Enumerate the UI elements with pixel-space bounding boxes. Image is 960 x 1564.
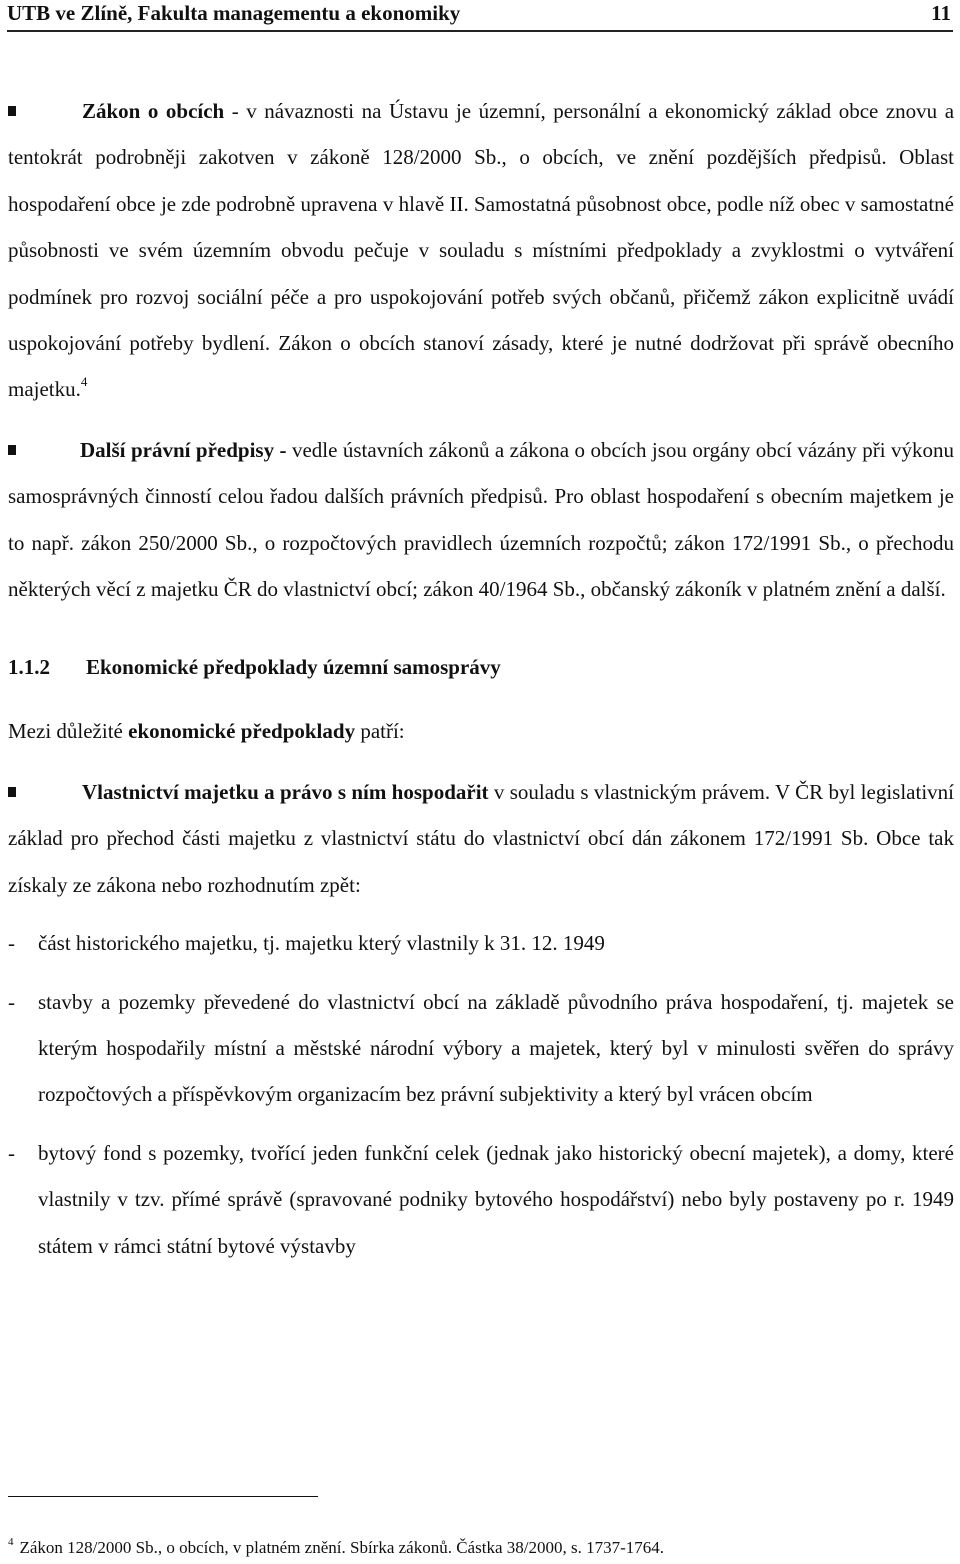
dash-marker: - [8, 1140, 15, 1165]
list-item-text: bytový fond s pozemky, tvořící jeden funkční celek (jednak jako historický obecní majetek), a domy, které vlastnily v tzv. přímé správě (spravované podniky bytového hospodářství) nebo byly postaveny po r. 1949 státem v rámci státní bytové výstavby [38, 1140, 954, 1258]
paragraph-text: v souladu s vlastnickým právem. V ČR byl legislativní základ pro přechod části majetku z vlastnictví státu do vlastnictví obcí dán zákonem 172/1991 Sb. Obce tak získaly ze zákona nebo rozhodnutím zpět: [8, 779, 954, 897]
list-item [8, 920, 954, 966]
paragraph-text: vedle ústavních zákonů a zákona o obcích jsou orgány obcí vázány při výkonu samosprávných činností celou řadou dalších právních předpisů. Pro oblast hospodaření s obecním majetkem je to např. zákon 250/2000 Sb., o rozpočtových pravidlech územních rozpočtů; zákon 172/1991 Sb., o přechodu některých věcí z majetku ČR do vlastnictví obcí; zákon 40/1964 Sb., občanský zákoník v platném znění a další. [8, 437, 955, 602]
paragraph-vlastnictvi-majetku [8, 769, 954, 908]
heading-title: Ekonomické předpoklady územní samosprávy [86, 655, 501, 680]
list-item [8, 1130, 954, 1269]
bold-term: Vlastnictví majetku a právo s ním hospodařit [82, 779, 489, 804]
paragraph-zakon-o-obcich [8, 88, 954, 413]
paragraph-dalsi-pravni-predpisy [8, 427, 954, 613]
footnote-text: Zákon 128/2000 Sb., o obcích, v platném znění. Sbírka zákonů. Částka 38/2000, s. 1737-1764. [19, 1538, 664, 1557]
dash-marker: - [8, 931, 15, 956]
intro-prefix: Mezi důležité [8, 719, 129, 744]
list-item-text: stavby a pozemky převedené do vlastnictví obcí na základě původního práva hospodaření, tj. majetek se kterým hospodařily místní a městské národní výbory a majetek, který byl v minulosti svěřen do správy rozpočtových a příspěvkovým organizacím bez právní subjektivity a který byl vrácen obcím [38, 989, 954, 1107]
dash-marker: - [8, 989, 15, 1014]
bold-term: ekonomické předpoklady [128, 719, 356, 744]
bold-term: Další právní předpisy - [80, 437, 287, 462]
header-title: UTB ve Zlíně, Fakulta managementu a ekonomiky [7, 1, 461, 25]
footnote [8, 1537, 664, 1559]
list-item-text: část historického majetku, tj. majetku který vlastnily k 31. 12. 1949 [38, 931, 605, 956]
list-item [8, 979, 954, 1118]
square-bullet-icon [8, 787, 16, 797]
bold-term: Zákon o obcích [82, 99, 225, 123]
paragraph-text: - v návaznosti na Ústavu je územní, personální a ekonomický základ obce znovu a tentokrát podrobněji zakotven v zákoně 128/2000 Sb., o obcích, ve znění pozdějších předpisů. Oblast hospodaření obce je zde podrobně upravena v hlavě II. Samostatná působnost obce, podle níž obec v samostatné působnosti ve svém územním obvodu pečuje v souladu s místními předpoklady a zvyklostmi o vytváření podmínek pro rozvoj sociální péče a pro uspokojování potřeb svých občanů, přičemž zákon explicitně uvádí uspokojování potřeby bydlení. Zákon o obcích stanoví zásady, které je nutné dodržovat při správě obecního majetku. [8, 99, 955, 402]
heading-number: 1.1.2 [8, 655, 50, 680]
footnote-reference: 4 [80, 374, 88, 390]
page-header [7, 0, 953, 32]
footnote-number: 4 [8, 1536, 14, 1548]
square-bullet-icon [8, 445, 16, 455]
footnote-separator [8, 1496, 318, 1497]
intro-paragraph [8, 708, 954, 754]
section-heading [8, 644, 954, 690]
square-bullet-icon [8, 106, 16, 116]
page-number: 11 [931, 1, 951, 25]
intro-suffix: patří: [355, 719, 405, 744]
document-body [8, 88, 954, 1269]
